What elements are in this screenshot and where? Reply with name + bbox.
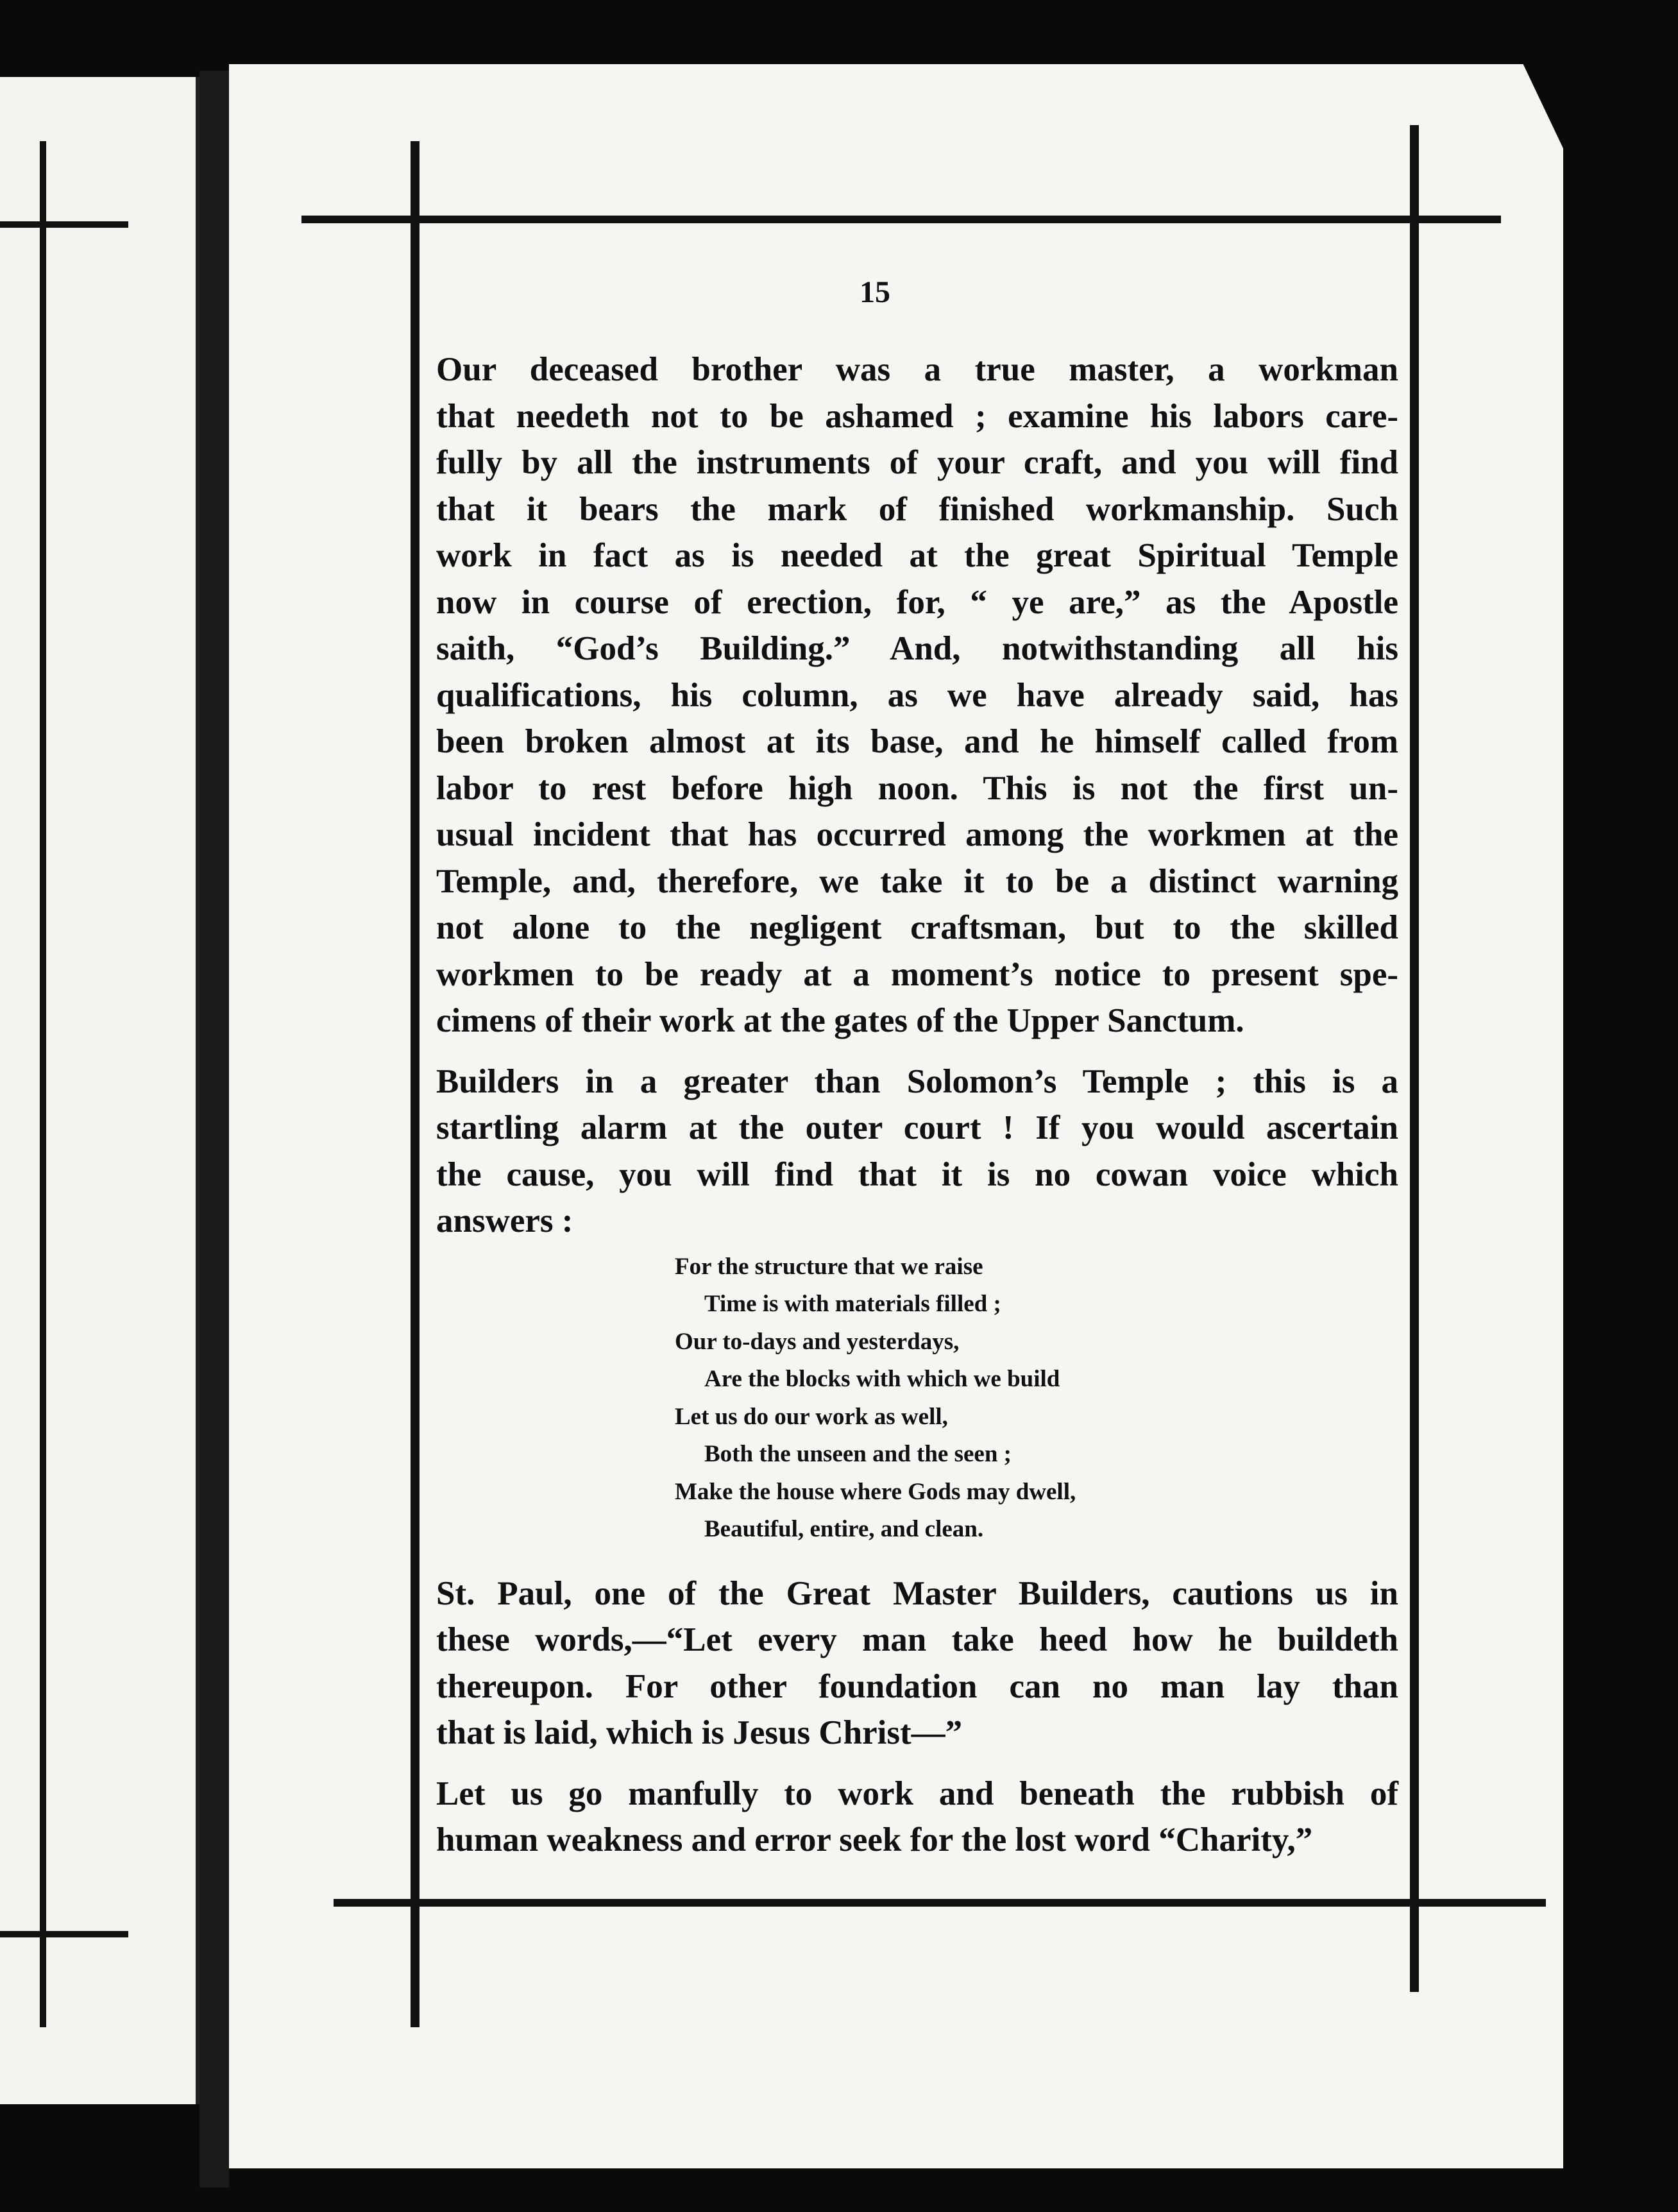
text-line: that is laid, which is Jesus Christ—” bbox=[436, 1714, 963, 1751]
verse-line: Let us do our work as well, bbox=[675, 1403, 948, 1430]
previous-page-border-vertical bbox=[40, 141, 46, 2027]
verse-line: Both the unseen and the seen ; bbox=[704, 1441, 1012, 1467]
text-line: that needeth not to be ashamed ; examine his labors care- bbox=[436, 397, 1398, 435]
verse-line: Are the blocks with which we build bbox=[704, 1366, 1060, 1392]
text-line: qualifications, his column, as we have already said, has bbox=[436, 676, 1398, 714]
paragraph-4 bbox=[436, 1771, 1398, 1864]
text-line: been broken almost at its base, and he himself called from bbox=[436, 723, 1398, 760]
text-line: saith, “God’s Building.” And, notwithstanding all his bbox=[436, 630, 1398, 667]
page-border-bottom bbox=[334, 1899, 1546, 1907]
paragraph-1 bbox=[436, 346, 1398, 1044]
text-line: now in course of erection, for, “ ye are,” as the Apostle bbox=[436, 583, 1398, 621]
page-border-left bbox=[411, 141, 419, 2027]
poem-quotation bbox=[436, 1248, 1398, 1549]
verse-line: Beautiful, entire, and clean. bbox=[704, 1516, 984, 1542]
text-line: St. Paul, one of the Great Master Builders, cautions us in bbox=[436, 1574, 1398, 1612]
previous-page-edge bbox=[0, 77, 199, 2104]
text-line: Let us go manfully to work and beneath the rubbish of bbox=[436, 1774, 1398, 1812]
text-line: workmen to be ready at a moment’s notice to present spe- bbox=[436, 955, 1398, 993]
verse-line: Time is with materials filled ; bbox=[704, 1291, 1001, 1317]
text-line: answers : bbox=[436, 1202, 573, 1239]
verse-line: Our to-days and yesterdays, bbox=[675, 1328, 960, 1355]
page-border-top bbox=[301, 216, 1501, 223]
text-line: the cause, you will find that it is no cowan voice which bbox=[436, 1155, 1398, 1193]
previous-page-border-bottom bbox=[0, 1931, 128, 1937]
text-line: human weakness and error seek for the lost word “Charity,” bbox=[436, 1821, 1313, 1859]
text-line: thereupon. For other foundation can no man lay than bbox=[436, 1667, 1398, 1705]
text-line: work in fact as is needed at the great Spiritual Temple bbox=[436, 537, 1398, 574]
paragraph-3 bbox=[436, 1570, 1398, 1757]
text-line: that it bears the mark of finished workmanship. Such bbox=[436, 490, 1398, 528]
previous-page-border-top bbox=[0, 221, 128, 228]
text-line: these words,—“Let every man take heed how he buildeth bbox=[436, 1621, 1398, 1658]
verse-line: For the structure that we raise bbox=[675, 1253, 983, 1280]
text-line: Builders in a greater than Solomon’s Temple ; this is a bbox=[436, 1062, 1398, 1100]
page-number: 15 bbox=[860, 275, 890, 309]
text-line: cimens of their work at the gates of the Upper Sanctum. bbox=[436, 1002, 1244, 1039]
paragraph-2 bbox=[436, 1059, 1398, 1245]
page-body bbox=[436, 346, 1398, 1864]
text-line: labor to rest before high noon. This is not the first un- bbox=[436, 769, 1398, 807]
verse-line: Make the house where Gods may dwell, bbox=[675, 1478, 1076, 1505]
text-line: not alone to the negligent craftsman, but to the skilled bbox=[436, 909, 1398, 946]
book-gutter bbox=[199, 71, 229, 2188]
page-border-right bbox=[1410, 125, 1419, 1992]
text-line: fully by all the instruments of your craft, and you will find bbox=[436, 444, 1398, 481]
text-line: Temple, and, therefore, we take it to be a distinct warning bbox=[436, 862, 1398, 900]
text-line: usual incident that has occurred among the workmen at the bbox=[436, 816, 1398, 853]
text-line: Our deceased brother was a true master, a workman bbox=[436, 351, 1398, 388]
text-line: startling alarm at the outer court ! If you would ascertain bbox=[436, 1109, 1398, 1146]
